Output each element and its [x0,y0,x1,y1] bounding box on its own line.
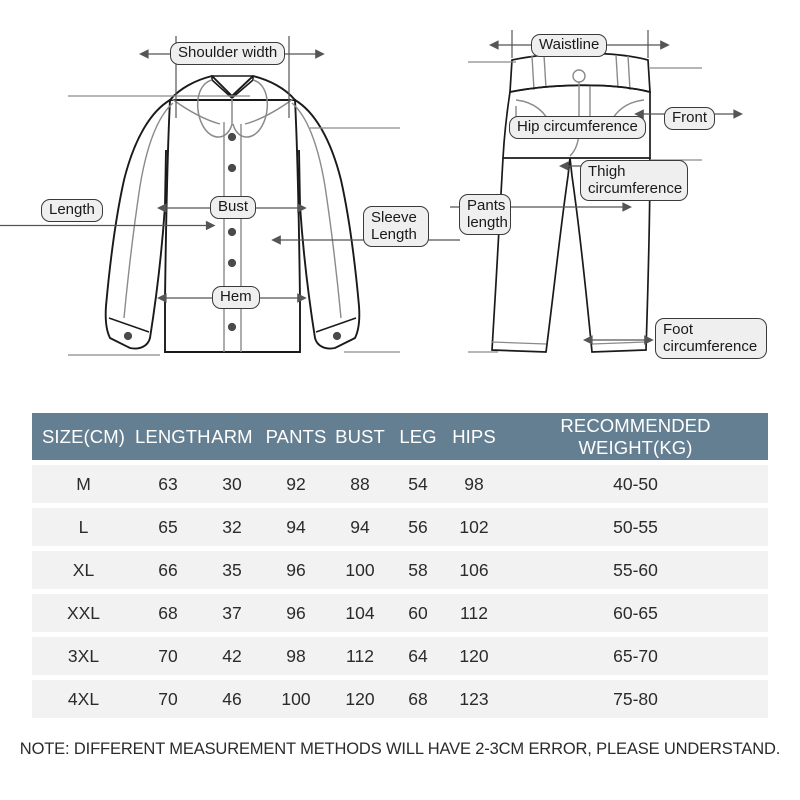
label-foot-circumference [655,318,767,359]
label-foot-line2: circumference [663,338,758,356]
measurement-note: NOTE: DIFFERENT MEASUREMENT METHODS WILL HAVE 2-3CM ERROR, PLEASE UNDERSTAND. [19,740,781,758]
label-pants-length-line1: Pants [467,197,506,214]
cell-bust: 104 [345,602,375,623]
cell-leg: 68 [408,688,428,709]
cell-hips: 112 [460,602,488,623]
label-pants-length-line2: length [467,214,508,232]
table-row [32,680,768,718]
cell-arm: 30 [222,473,242,494]
table-row [32,637,768,675]
column-header-recommended-weight: RECOMMENDED WEIGHT(KG) [560,414,711,458]
cell-bust: 88 [350,473,370,494]
cell-length: 70 [158,645,178,666]
cell-leg: 58 [408,559,428,580]
cell-length: 68 [158,602,178,623]
cell-hips: 120 [459,645,489,666]
cell-pants: 96 [286,559,306,580]
cell-weight: 55-60 [613,559,658,580]
column-header-length: LENGTH [135,425,211,447]
label-sleeve-length-line2: Length [371,226,417,244]
cell-pants: 98 [286,645,306,666]
cell-size: M [76,473,91,494]
label-pants-length [459,194,511,235]
table-row [32,465,768,503]
column-header-size: SIZE(CM) [41,425,125,447]
cell-leg: 54 [408,473,428,494]
label-thigh-line2: circumference [588,180,683,198]
cell-hips: 123 [459,688,489,709]
cell-pants: 96 [286,602,306,623]
column-header-pants: PANTS [265,425,327,447]
cell-leg: 64 [408,645,428,666]
cell-hips: 106 [459,559,489,580]
table-row [32,551,768,589]
column-header-leg: LEG [399,425,437,447]
label-front: Front [664,107,715,130]
cell-length: 65 [158,516,178,537]
cell-leg: 60 [408,602,428,623]
cell-size: XL [72,559,95,580]
cell-arm: 35 [222,559,242,580]
cell-arm: 37 [222,602,242,623]
label-hip-circumference: Hip circumference [509,116,646,139]
label-thigh-line1: Thigh [588,163,626,180]
cell-leg: 56 [408,516,428,537]
column-header-bust: BUST [335,425,385,447]
cell-size: L [78,516,89,537]
column-header-hips: HIPS [452,425,496,447]
cell-pants: 92 [286,473,306,494]
cell-size: 4XL [67,688,100,709]
label-foot-line1: Foot [663,321,694,338]
label-sleeve-length [363,206,429,247]
cell-bust: 94 [350,516,370,537]
cell-hips: 102 [459,516,489,537]
cell-weight: 50-55 [613,516,658,537]
cell-weight: 65-70 [613,645,658,666]
cell-length: 66 [158,559,178,580]
cell-bust: 112 [346,645,374,666]
cell-weight: 60-65 [613,602,658,623]
label-sleeve-length-line1: Sleeve [371,209,417,226]
size-chart-table [32,413,768,718]
cell-length: 63 [158,473,178,494]
column-header-arm: ARM [211,425,253,447]
cell-hips: 98 [464,473,484,494]
garment-diagrams [0,0,800,390]
table-row [32,594,768,632]
table-header-row [32,413,768,460]
cell-bust: 100 [345,559,375,580]
cell-length: 70 [158,688,178,709]
cell-arm: 46 [222,688,242,709]
label-hem: Hem [212,286,260,309]
label-shoulder-width: Shoulder width [170,42,285,65]
cell-arm: 32 [222,516,242,537]
label-bust: Bust [210,196,256,219]
cell-weight: 75-80 [613,688,658,709]
cell-pants: 94 [286,516,306,537]
cell-weight: 40-50 [613,473,658,494]
label-thigh-circumference [580,160,688,201]
cell-arm: 42 [222,645,242,666]
cell-bust: 120 [345,688,375,709]
cell-size: XXL [66,602,101,623]
cell-size: 3XL [67,645,100,666]
cell-pants: 100 [281,688,311,709]
table-row [32,508,768,546]
label-waistline: Waistline [531,34,607,57]
label-length: Length [41,199,103,222]
